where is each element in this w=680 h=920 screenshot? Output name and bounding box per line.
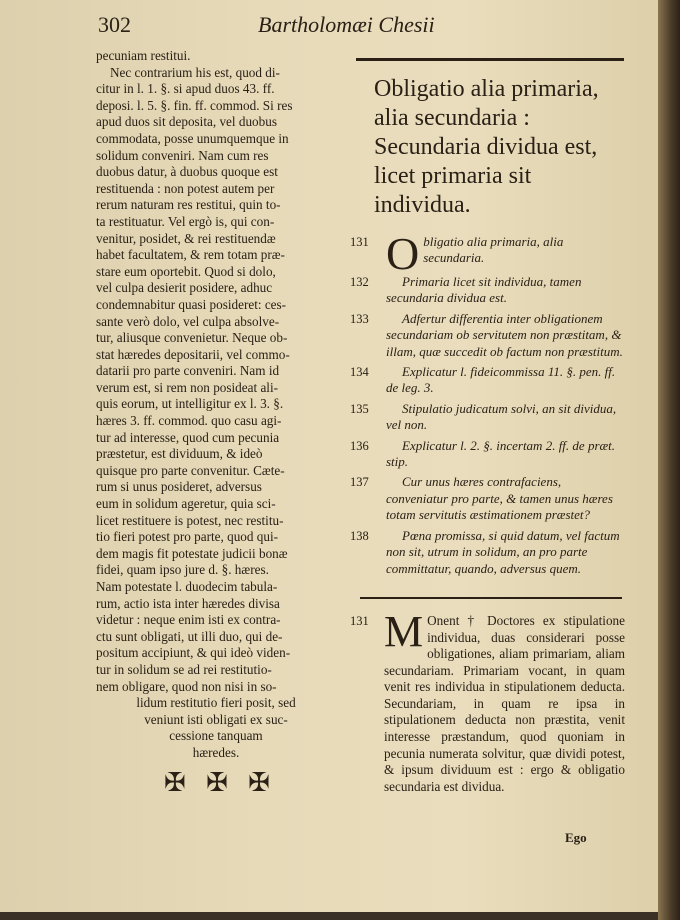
summary-text: bligatio alia primaria, alia secundaria. (423, 234, 564, 266)
summary-text: Explicatur l. 2. §. incertam 2. ff. de præt. stip. (386, 437, 616, 470)
summary-item (350, 438, 625, 471)
text-line: cessione tanquam (169, 728, 263, 744)
text-line: licet restituere is potest, nec restitu- (96, 512, 284, 528)
text-line: tio fieri potest pro parte, quod qui- (96, 529, 279, 545)
margin-number: 133 (350, 311, 369, 326)
summary-item (350, 274, 625, 307)
section-title: Obligatio alia primaria, alia secundaria : Secundaria dividua est, licet primaria sit individua. (374, 76, 599, 218)
text-line: datarii pro parte conveniri. Nam id (96, 363, 280, 379)
text-line: citur in l. 1. §. si apud duos 43. ff. (96, 81, 275, 97)
summary-item (350, 311, 625, 360)
text-line: quisque pro parte convenitur. Cæte- (96, 462, 285, 478)
text-line: stare eum oportebit. Quod si dolo, (96, 263, 276, 279)
text-line: rum si unus posideret, adversus (96, 479, 262, 495)
text-line: deposi. l. 5. §. fin. ff. commod. Si res (96, 97, 293, 113)
drop-cap: M (384, 606, 424, 656)
drop-cap: O (386, 228, 420, 279)
margin-number: 131 (350, 235, 369, 249)
margin-number: 136 (350, 438, 369, 453)
page-number: 302 (98, 12, 131, 37)
margin-number: 132 (350, 275, 369, 289)
text-line: sante verò dolo, vel culpa absolve- (96, 313, 280, 329)
text-line: fidei, quam ipso jure d. §. hæres. (96, 562, 269, 578)
summary-item (350, 528, 625, 577)
text-line: eum in solidum ageretur, quia sci- (96, 496, 276, 512)
text-line: tur ad interesse, quod cum pecunia (96, 429, 280, 445)
margin-number: 138 (350, 528, 369, 543)
summary-item (350, 401, 625, 434)
text-line: venitur, posidet, & rei restituendæ (96, 230, 276, 246)
margin-number: 134 (350, 365, 369, 380)
summary-text: Stipulatio judicatum solvi, an sit dividua, vel non. (386, 400, 617, 433)
text-line: lidum restitutio fieri posit, sed (136, 695, 296, 711)
text-line: rum, actio ista inter hæredes divisa (96, 595, 280, 611)
summary-item (350, 474, 625, 523)
text-line: quis eorum, ut intelligitur ex l. 3. §. (96, 396, 284, 412)
text-line: pecuniam restitui. (96, 48, 191, 63)
summary-text: Adfertur differentia inter obligationem secundariam ob servitutem non præstitam, & illam, quæ succedit ob factum non præstitum. (386, 310, 623, 359)
summary-text: Cur unus hæres contrafaciens, conveniatur pro parte, & tamen unus hæres totam servitutis æstimationem præstet? (386, 474, 613, 523)
text-line: stat hæredes depositarii, vel commo- (96, 346, 290, 362)
text-line: ctu sunt obligati, ut illi duo, qui de- (96, 628, 283, 644)
text-line: habet facultatem, & rem totam præ- (96, 247, 285, 263)
margin-number: 137 (350, 475, 369, 490)
text-line: condemnabitur quasi posideret: ces- (96, 296, 287, 312)
catchword: Ego (565, 830, 587, 845)
page-header (98, 12, 628, 42)
summary-item (350, 364, 625, 397)
text-line: nem obligare, quod non nisi in so- (96, 678, 277, 694)
summary-text: Primaria licet sit individua, tamen secundaria dividua est. (386, 274, 582, 306)
tapered-ending (96, 695, 336, 761)
margin-number: 135 (350, 401, 369, 416)
summary-text: Pœna promissa, si quid datum, vel factum non sit, utrum in solidum, an pro parte committatur, quando, adversus quem. (386, 527, 620, 576)
text-line: Nam potestate l. duodecim tabula- (96, 579, 278, 594)
text-line: videtur : neque enim isti ex contra- (96, 612, 281, 628)
text-line: duobus datur, à duobus quoque est (96, 164, 278, 180)
summary-list (350, 228, 625, 577)
body-paragraph (350, 606, 625, 796)
text-line: apud duos sit deposita, vel duobus (96, 114, 277, 130)
text-line: præstetur, est dividuum, & ideò (96, 446, 263, 462)
margin-number: 131 (350, 613, 369, 628)
text-line: restituenda : non potest autem per (96, 180, 275, 196)
text-line: solidum conveniri. Nam cum res (96, 147, 269, 163)
text-line: commodata, posse unumquemque in (96, 130, 289, 146)
text-line: veniunt isti obligati ex suc- (144, 711, 288, 727)
left-column (96, 48, 336, 762)
book-spine (658, 0, 680, 920)
text-line: hæredes. (192, 744, 240, 760)
running-title: Bartholomæi Chesii (258, 12, 435, 37)
text-line: hæres 3. ff. commod. quo casu agi- (96, 413, 282, 429)
section-rule (360, 597, 622, 599)
summary-text: Explicatur l. fideicommissa 11. §. pen. ff. de leg. 3. (386, 364, 616, 396)
text-line: ta restituatur. Vel ergò is, qui con- (96, 213, 275, 229)
text-line: dem magis fit potestate judicii bonæ (96, 545, 288, 561)
printers-ornament: ✠ ✠ ✠ (164, 768, 276, 798)
text-line: verum est, si rem non posideat ali- (96, 379, 279, 395)
text-line: tur, aliusque convenietur. Neque ob- (96, 330, 288, 346)
text-line: rerum naturam res restitui, quin to- (96, 197, 281, 213)
summary-item (350, 228, 625, 279)
right-column (350, 58, 625, 795)
top-rule (356, 58, 624, 61)
text-line: positum accipiunt, & qui ideò viden- (96, 645, 291, 661)
text-line: tur in solidum se ad rei restitutio- (96, 661, 272, 677)
text-line: vel culpa desierit posidere, adhuc (96, 280, 273, 296)
body-text: Onent † Doctores ex stipulatione individua, duas considerari posse obligationes, aliam primariam, aliam secundariam. Primariam vocant, in quam venit res individua in stipulationem deducta. Secundariam, in quam re ipsa in stipulationem deducta non præstita, venit interesse præstandum, quod quoniam in pecunia numerata solvitur, quæ dividi potest, & ipsum dividuum est : ergo & obligatio secundaria est dividua. (384, 612, 625, 794)
text-line: Nec contrarium his est, quod di- (110, 64, 280, 80)
